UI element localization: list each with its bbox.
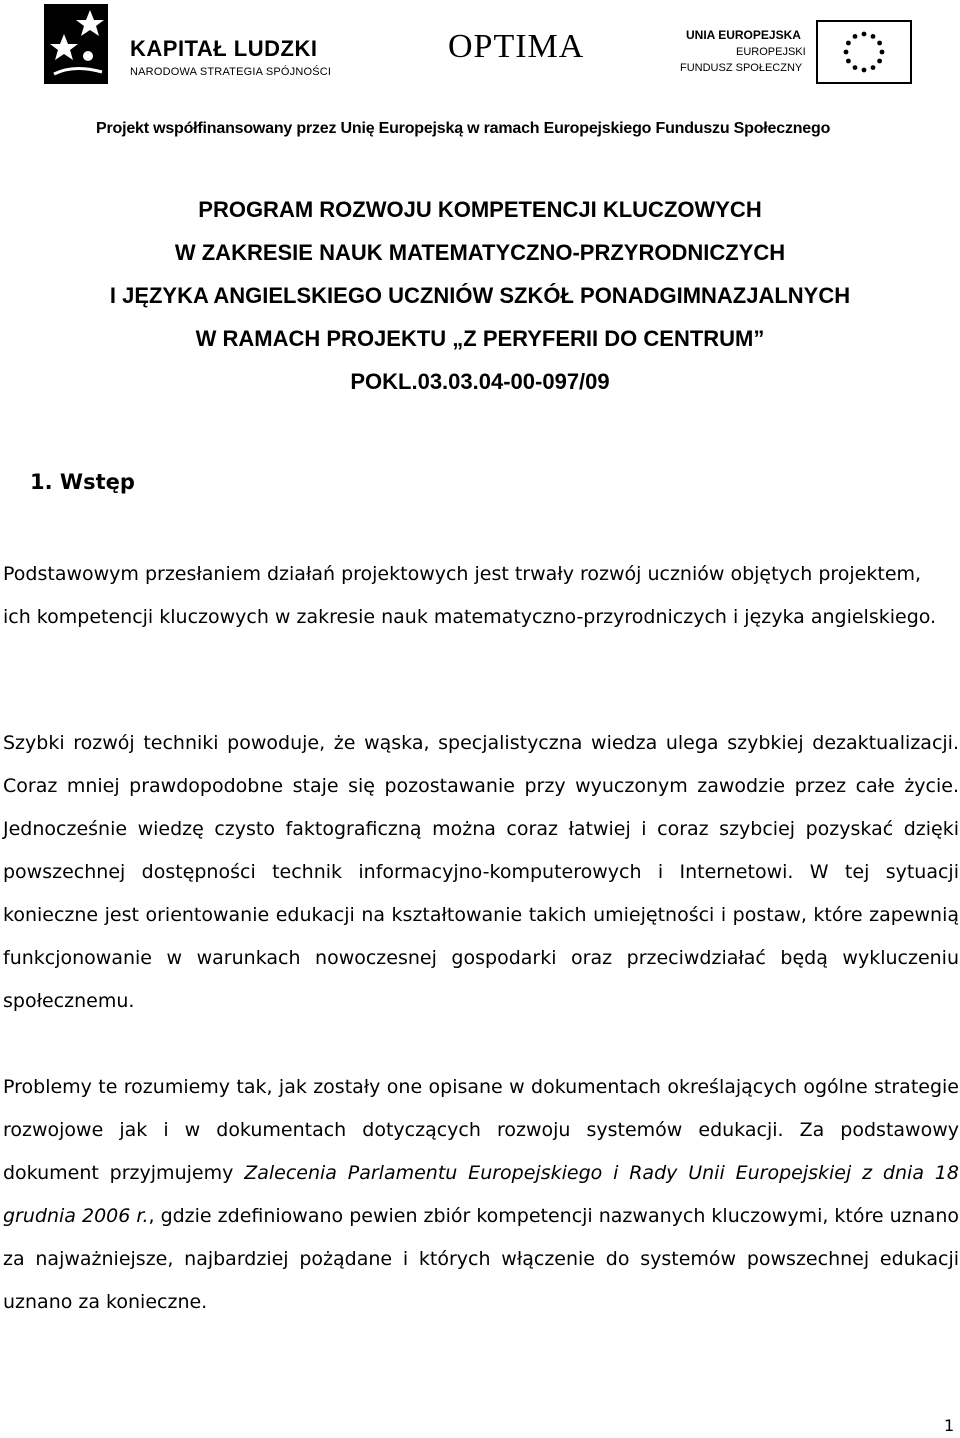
paragraph-3 [3,1066,959,1324]
optima-logo: OPTIMA [448,28,585,65]
section-heading: 1. Wstęp [30,470,135,494]
kapital-ludzki-logo [44,4,354,86]
title-line-1: PROGRAM ROZWOJU KOMPETENCJI KLUCZOWYCH [198,197,762,222]
paragraph-3-text [3,1066,959,1324]
project-code: POKL.03.03.04-00-097/09 [350,369,610,394]
paragraph-3-citation: Zalecenia Parlamentu Europejskiego i Rady Unii Europejskiej z dnia 18 grudnia 2006 r. [3,1162,959,1227]
page-number: 1 [944,1416,955,1435]
title-line-3: I JĘZYKA ANGIELSKIEGO UCZNIÓW SZKÓŁ PONADGIMNAZJALNYCH [109,283,851,308]
fundusz-spoleczny-label: FUNDUSZ SPOŁECZNY [680,62,803,74]
title-line-4: W RAMACH PROJEKTU „Z PERYFERII DO CENTRUM” [195,326,765,351]
title-line-2: W ZAKRESIE NAUK MATEMATYCZNO-PRZYRODNICZYCH [174,240,786,265]
kapital-ludzki-emblem-icon [44,4,119,84]
unia-europejska-logo [676,18,916,88]
paragraph-2-text: Szybki rozwój techniki powoduje, że wąska, specjalistyczna wiedza ulega szybkiej dezaktualizacji. Coraz mniej prawdopodobne staje się pozostawanie przy wyuczonym zawodzie przez całe życie. Jednocześnie wiedzę czysto faktograficzną można coraz łatwiej i coraz szybciej pozyskać dzięki powszechnej dostępności technik informacyjno-komputerowych i Internetowi. W tej sytuacji konieczne jest orientowanie edukacji na kształtowanie takich umiejętności i postaw, które zapewnią funkcjonowanie w warunkach nowoczesnej gospodarki oraz przeciwdziałać będą wykluczeniu społecznemu. [3,732,959,1012]
eu-flag-icon [816,20,912,84]
europejski-label: EUROPEJSKI [736,46,806,58]
paragraph-2 [3,722,959,1023]
program-title [0,192,960,407]
paragraph-3-start: Problemy te rozumiemy tak, jak zostały one opisane w dokumentach określających ogólne strategie rozwojowe jak i w dokumentach dotyczących rozwoju systemów edukacji. Za podstawowy dokument przyjmujemy [3,1076,959,1184]
kapital-ludzki-title: KAPITAŁ LUDZKI [130,36,318,61]
paragraph-3-end: , gdzie zdefiniowano pewien zbiór kompetencji nazwanych kluczowymi, które uznano za najważniejsze, najbardziej pożądane i których włączenie do systemów powszechnej edukacji uznano za konieczne. [3,1205,959,1313]
paragraph-1 [3,553,943,639]
paragraph-1-text: Podstawowym przesłaniem działań projektowych jest trwały rozwój uczniów objętych projektem, ich kompetencji kluczowych w zakresie nauk matematyczno-przyrodniczych i języka angielskiego. [3,563,937,628]
unia-europejska-title: UNIA EUROPEJSKA [686,28,801,42]
kapital-ludzki-subtitle: NARODOWA STRATEGIA SPÓJNOŚCI [130,66,332,78]
cofinancing-note: Projekt współfinansowany przez Unię Europejską w ramach Europejskiego Funduszu Społecznego [96,120,831,137]
